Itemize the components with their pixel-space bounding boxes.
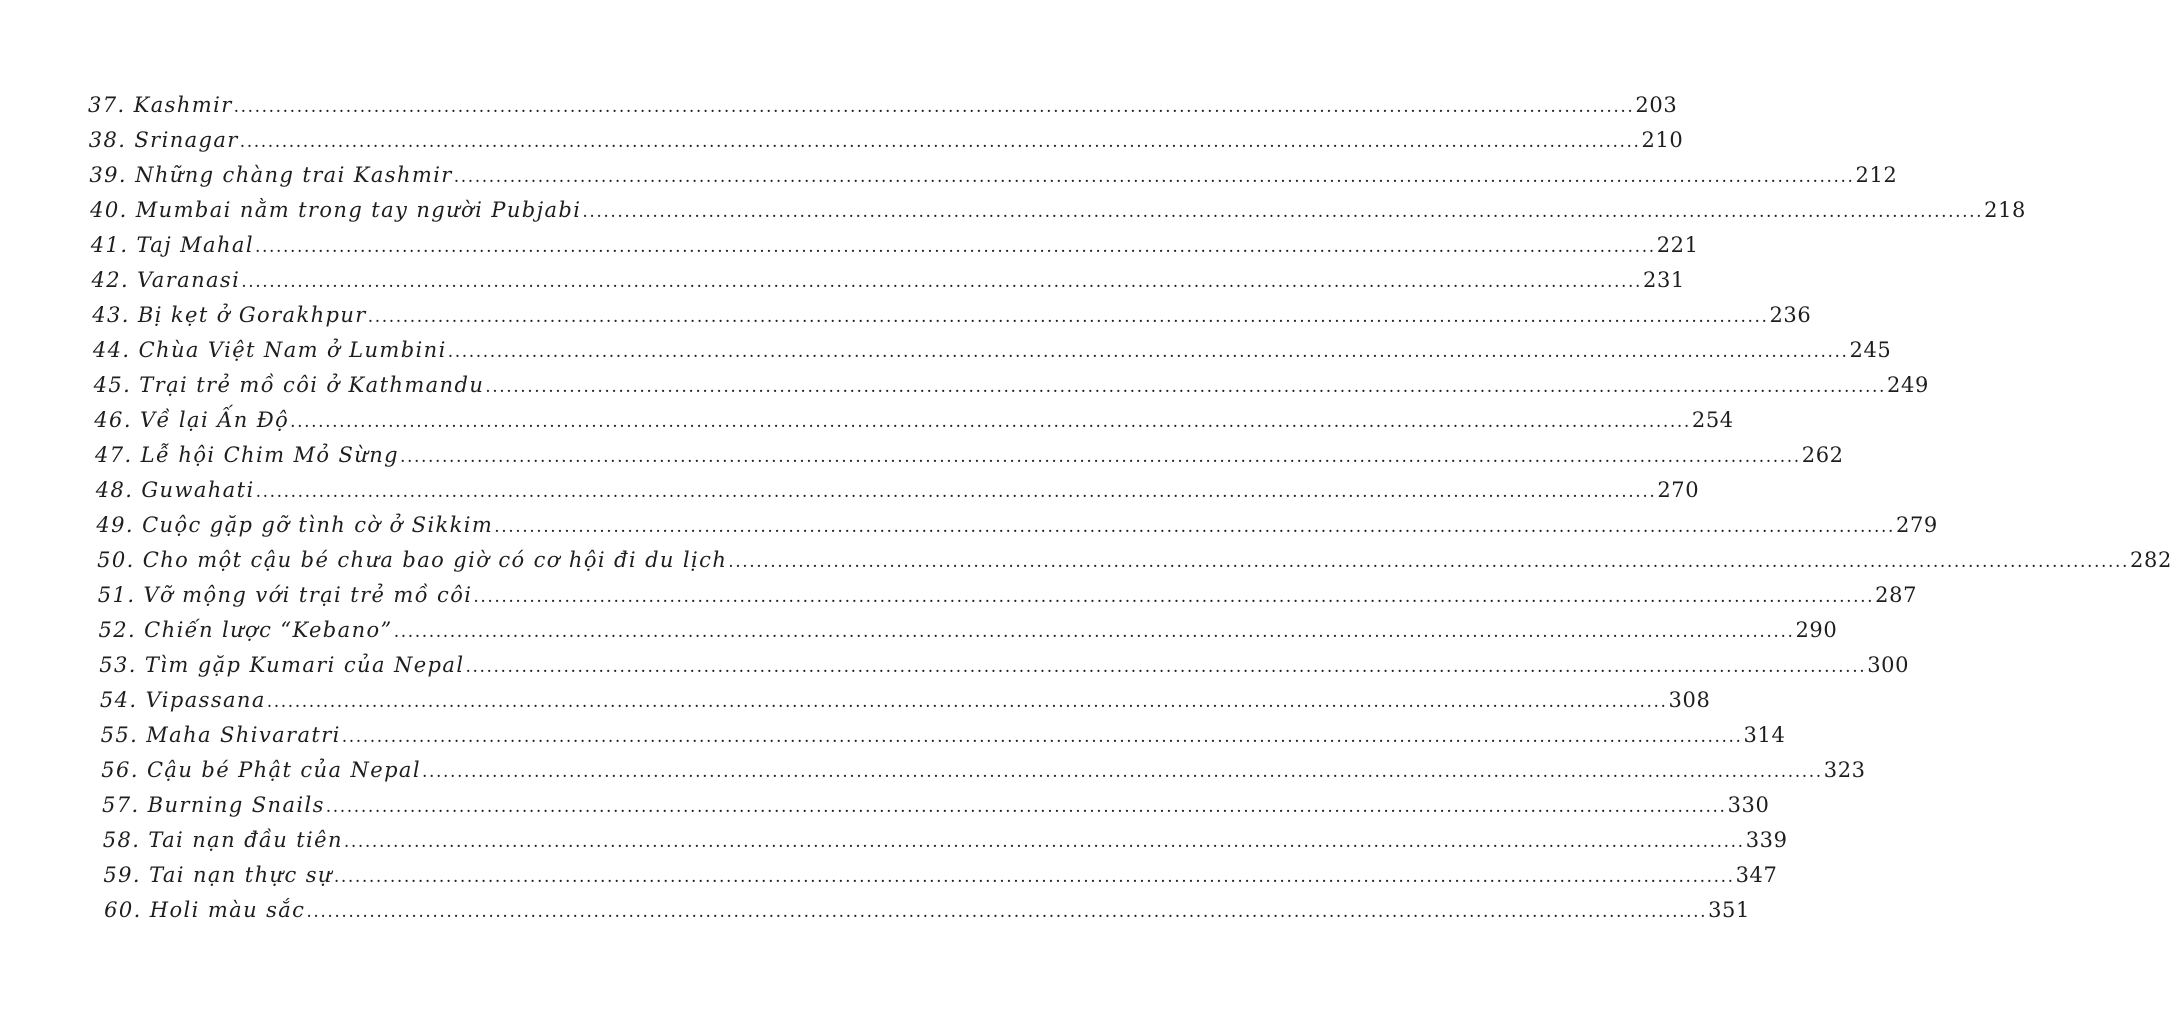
toc-entry <box>98 613 1838 647</box>
toc-entry-page-number: 308 <box>1668 688 1711 712</box>
toc-entry-page-number: 270 <box>1657 478 1700 502</box>
toc-entry-page-number: 300 <box>1867 653 1910 677</box>
toc-entry <box>88 88 1678 122</box>
toc-dot-leader: ........................................................................................................................................................................................................ <box>254 237 1656 257</box>
toc-entry-page-number: 249 <box>1887 373 1929 397</box>
toc-entry <box>90 193 2027 227</box>
toc-dot-leader: ........................................................................................................................................................................................................ <box>399 447 1801 467</box>
toc-dot-leader: ........................................................................................................................................................................................................ <box>341 727 1743 747</box>
toc-entry-page-number: 314 <box>1743 723 1786 747</box>
toc-entry <box>97 543 2172 577</box>
toc-entry-page-number: 245 <box>1849 338 1892 362</box>
toc-entry <box>91 263 1685 297</box>
toc-dot-leader: ........................................................................................................................................................................................................ <box>728 552 2130 572</box>
toc-entry-page-number: 347 <box>1735 863 1778 887</box>
toc-dot-leader: ........................................................................................................................................................................................................ <box>241 272 1642 292</box>
toc-entry-title: 54. Vipassana <box>99 688 266 712</box>
toc-entry-title: 48. Guwahati <box>95 478 255 502</box>
toc-entry-title: 43. Bị kẹt ở Gorakhpur <box>92 303 367 327</box>
toc-entry-title: 56. Cậu bé Phật của Nepal <box>101 758 421 782</box>
toc-entry-title: 53. Tìm gặp Kumari của Nepal <box>99 653 465 677</box>
toc-entry-title: 50. Cho một cậu bé chưa bao giờ có cơ hội đi du lịch <box>97 548 728 572</box>
toc-dot-leader: ........................................................................................................................................................................................................ <box>465 657 1867 677</box>
toc-dot-leader: ........................................................................................................................................................................................................ <box>266 692 1668 712</box>
toc-entry-title: 45. Trại trẻ mồ côi ở Kathmandu <box>93 373 485 397</box>
toc-entry-page-number: 323 <box>1823 758 1866 782</box>
toc-entry <box>89 158 1898 192</box>
toc-entry-page-number: 203 <box>1635 93 1678 117</box>
toc-dot-leader: ........................................................................................................................................................................................................ <box>233 97 1635 117</box>
toc-entry <box>99 648 1910 682</box>
toc-entry-page-number: 351 <box>1708 898 1750 922</box>
toc-entry <box>95 473 1700 507</box>
toc-entry-page-number: 330 <box>1727 793 1770 817</box>
toc-dot-leader: ........................................................................................................................................................................................................ <box>343 832 1745 852</box>
toc-dot-leader: ........................................................................................................................................................................................................ <box>306 902 1708 922</box>
toc-entry-page-number: 279 <box>1896 513 1938 537</box>
toc-entry <box>92 298 1812 332</box>
toc-entry <box>94 403 1734 437</box>
toc-entry <box>92 333 1892 367</box>
toc-entry <box>88 123 1684 157</box>
toc-entry-title: 37. Kashmir <box>88 93 233 117</box>
toc-entry-title: 44. Chùa Việt Nam ở Lumbini <box>92 338 447 362</box>
toc-dot-leader: ........................................................................................................................................................................................................ <box>494 517 1896 537</box>
toc-dot-leader: ........................................................................................................................................................................................................ <box>485 377 1887 397</box>
toc-entry-title: 49. Cuộc gặp gỡ tình cờ ở Sikkim <box>96 513 494 537</box>
toc-dot-leader: ........................................................................................................................................................................................................ <box>393 622 1795 642</box>
toc-entry-page-number: 218 <box>1984 198 2027 222</box>
table-of-contents <box>0 88 2172 948</box>
toc-entry-title: 57. Burning Snails <box>102 793 325 817</box>
toc-entry-title: 60. Holi màu sắc <box>104 898 306 922</box>
toc-entry <box>103 858 1778 892</box>
toc-entry-page-number: 221 <box>1656 233 1699 257</box>
toc-entry-page-number: 282 <box>2130 548 2172 572</box>
toc-entry-title: 41. Taj Mahal <box>90 233 254 257</box>
toc-entry-title: 59. Tai nạn thực sự <box>103 863 333 887</box>
toc-dot-leader: ........................................................................................................................................................................................................ <box>447 342 1849 362</box>
toc-entry-page-number: 231 <box>1643 268 1685 292</box>
toc-entry-page-number: 254 <box>1691 408 1734 432</box>
toc-entry <box>90 228 1699 262</box>
toc-entry <box>102 788 1770 822</box>
toc-entry-page-number: 287 <box>1875 583 1918 607</box>
toc-entry <box>95 438 1844 472</box>
toc-entry-title: 42. Varanasi <box>91 268 241 292</box>
toc-dot-leader: ........................................................................................................................................................................................................ <box>239 132 1641 152</box>
toc-entry-title: 52. Chiến lược “Kebano” <box>98 618 393 642</box>
toc-dot-leader: ........................................................................................................................................................................................................ <box>453 167 1855 187</box>
toc-entry <box>104 893 1750 927</box>
toc-dot-leader: ........................................................................................................................................................................................................ <box>325 797 1727 817</box>
toc-dot-leader: ........................................................................................................................................................................................................ <box>582 202 1984 222</box>
toc-entry <box>102 823 1788 857</box>
toc-entry-page-number: 339 <box>1745 828 1788 852</box>
toc-entry-title: 51. Vỡ mộng với trại trẻ mồ côi <box>97 583 473 607</box>
toc-entry <box>96 508 1938 542</box>
toc-entry <box>100 718 1786 752</box>
toc-entry-title: 39. Những chàng trai Kashmir <box>89 163 453 187</box>
toc-entry <box>101 753 1866 787</box>
toc-entry <box>97 578 1918 612</box>
toc-entry-page-number: 236 <box>1769 303 1812 327</box>
toc-dot-leader: ........................................................................................................................................................................................................ <box>421 762 1823 782</box>
toc-dot-leader: ........................................................................................................................................................................................................ <box>290 412 1691 432</box>
toc-entry-title: 58. Tai nạn đầu tiên <box>102 828 343 852</box>
toc-dot-leader: ........................................................................................................................................................................................................ <box>473 587 1875 607</box>
toc-dot-leader: ........................................................................................................................................................................................................ <box>255 482 1657 502</box>
toc-entry-page-number: 290 <box>1795 618 1838 642</box>
toc-entry-title: 47. Lễ hội Chim Mỏ Sừng <box>95 443 399 467</box>
toc-entry-page-number: 212 <box>1855 163 1898 187</box>
toc-entry <box>93 368 1929 402</box>
toc-entry-page-number: 262 <box>1801 443 1844 467</box>
toc-entry-title: 38. Srinagar <box>88 128 239 152</box>
toc-dot-leader: ........................................................................................................................................................................................................ <box>367 307 1769 327</box>
toc-entry-title: 46. Về lại Ấn Độ <box>94 408 290 432</box>
toc-dot-leader: ........................................................................................................................................................................................................ <box>333 867 1735 887</box>
toc-entry-title: 40. Mumbai nằm trong tay người Pubjabi <box>90 198 582 222</box>
toc-entry-page-number: 210 <box>1641 128 1684 152</box>
toc-entry-title: 55. Maha Shivaratri <box>100 723 341 747</box>
toc-entry <box>99 683 1711 717</box>
